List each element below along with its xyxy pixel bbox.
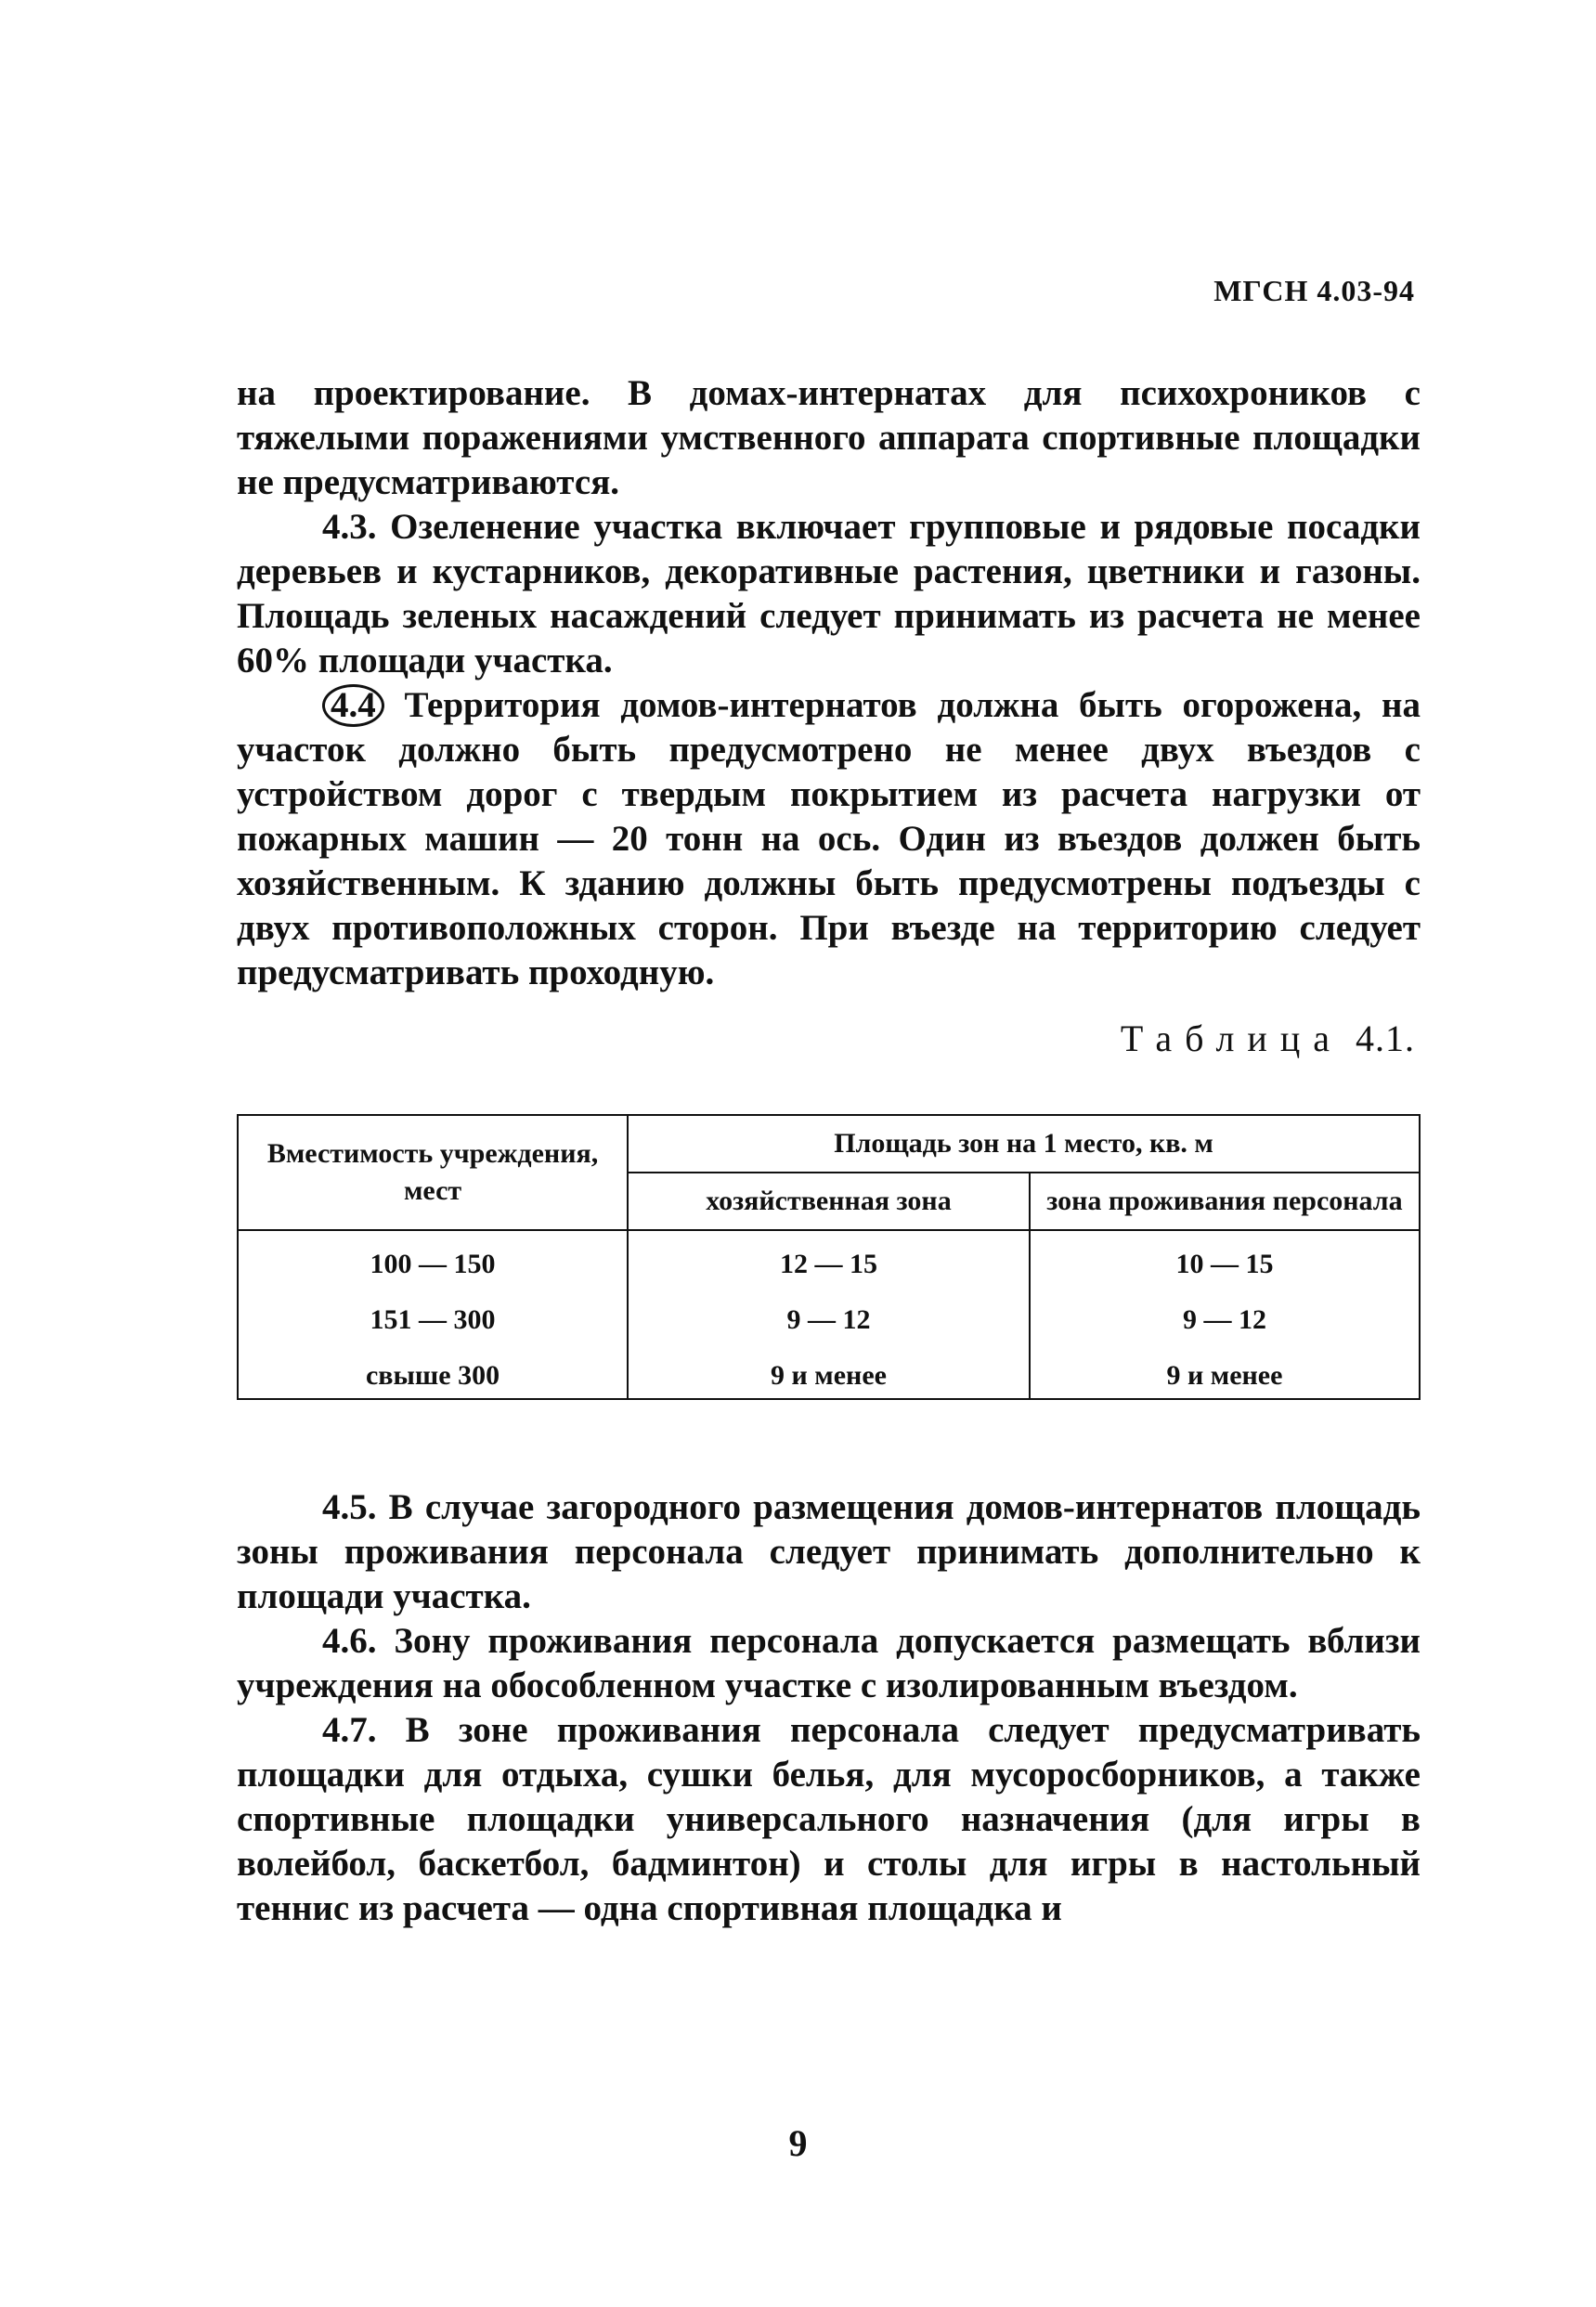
circled-section-number: 4.4: [322, 684, 384, 727]
header-staff-zone: зона проживания персонала: [1030, 1173, 1420, 1230]
header-capacity: Вместимость учреждения, мест: [238, 1115, 628, 1230]
cell-household: 12 — 15: [628, 1230, 1030, 1292]
header-area-group: Площадь зон на 1 место, кв. м: [628, 1115, 1420, 1173]
paragraph-4-7: 4.7. В зоне проживания персонала следует предусматривать площадки для отдыха, сушки белья, для мусоросборников, а также спортивные площадки универсального назначения (для игры в волейбол, баскетбол, бадминтон) и столы для игры в настольный теннис из расчета — одна спортивная площадка и: [237, 1710, 1421, 1928]
text-block-bottom: [237, 1485, 1421, 1931]
table-row: [238, 1292, 1420, 1348]
cell-household: 9 и менее: [628, 1348, 1030, 1399]
paragraph-4-4-text: Территория домов-интернатов должна быть огорожена, на участок должно быть предусмотрено не менее двух въездов с устройством дорог с твердым покрытием из расчета нагрузки от пожарных машин — 20 тонн на ось. Один из въездов должен быть хозяйственным. К зданию должны быть предусмотрены подъезды с двух противоположных сторон. При въезде на территорию следует предусматривать проходную.: [237, 685, 1421, 992]
cell-household: 9 — 12: [628, 1292, 1030, 1348]
paragraph-4-3: 4.3. Озеленение участка включает групповые и рядовые посадки деревьев и кустарников, декоративные растения, цветники и газоны. Площадь зеленых насаждений следует принимать из расчета не менее 60% площади участка.: [237, 507, 1421, 680]
table-row: [238, 1348, 1420, 1399]
table-caption-word: Таблица: [1120, 1017, 1343, 1059]
cell-staff: 10 — 15: [1030, 1230, 1420, 1292]
cell-staff: 9 и менее: [1030, 1348, 1420, 1399]
table-caption-number: 4.1.: [1356, 1017, 1415, 1059]
paragraph-4-6: 4.6. Зону проживания персонала допускается размещать вблизи учреждения на обособленном участке с изолированным въездом.: [237, 1621, 1421, 1705]
cell-staff: 9 — 12: [1030, 1292, 1420, 1348]
document-code-header: МГСН 4.03-94: [1213, 274, 1415, 307]
zone-area-table: [237, 1114, 1421, 1400]
paragraph-4-5: 4.5. В случае загородного размещения домов-интернатов площадь зоны проживания персонала следует принимать дополнительно к площади участка.: [237, 1487, 1421, 1616]
cell-capacity: 100 — 150: [238, 1230, 628, 1292]
paragraph-4-4: [237, 683, 1421, 995]
cell-capacity: 151 — 300: [238, 1292, 628, 1348]
table-row: [238, 1230, 1420, 1292]
text-block-top: [237, 371, 1421, 995]
header-household-zone: хозяйственная зона: [628, 1173, 1030, 1230]
cell-capacity: свыше 300: [238, 1348, 628, 1399]
page-number: 9: [788, 2122, 808, 2164]
paragraph-continuation: на проектирование. В домах-интернатах для психохроников с тяжелыми поражениями умственного аппарата спортивные площадки не предусматриваются.: [237, 373, 1421, 502]
table-caption: [1121, 1017, 1415, 1060]
